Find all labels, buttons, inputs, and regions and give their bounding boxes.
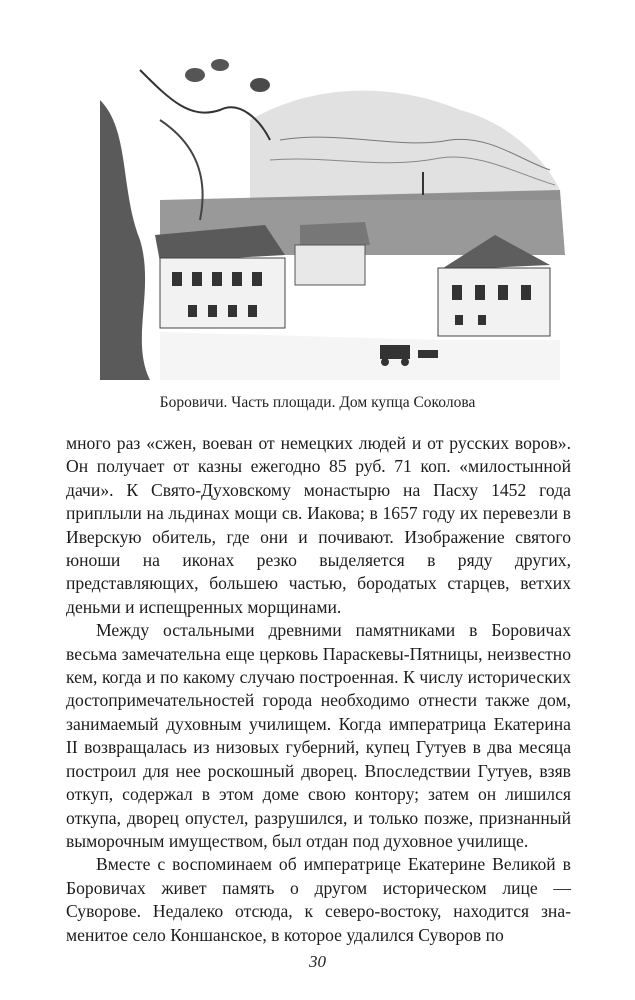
illustration-caption: Боровичи. Часть площади. Дом купца Соколова — [159, 394, 476, 411]
body-text — [66, 432, 571, 947]
paragraph-3: Вместе с воспоминаем об императрице Екатерине Великой в Боровичах живет память о другом историческом лице — Суворове. Недалеко отсюда, к северо-востоку, находится знаменитое село Коншанское, в которое удалился Суворов по — [66, 854, 571, 945]
town-square-engraving — [100, 40, 570, 380]
engraving-illustration — [100, 40, 570, 380]
paragraph-1: много раз «сжен, воеван от немецких людей и от русских воров». Он получает от казны ежегодно 85 руб. 71 коп. «милостынной дачи». К Свято-Духовскому монастырю на Пасху 1452 года приплыли на льдинах мощи св. Иакова; в 1657 году их перевезли в Иверскую обитель, где они и почивают. Изображение святого юноши на иконах резко выделяется в ряду других, представляющих, большею частью, бородатых старцев, ветхих деньми и испещренных морщинами. — [66, 433, 571, 617]
page-number: 30 — [309, 952, 326, 971]
paragraph-2: Между остальными древними памятниками в Боровичах весьма замечательна еще церковь Параскевы-Пятницы, неизвестно кем, когда и по какому случаю построенная. К числу исторических достопримечательностей города необходимо отнести также дом, занимаемый духовным училищем. Когда императрица Екатерина II возвращалась из низовых губерний, купец Гутуев в два месяца построил для нее роскошный дворец. Впоследствии Гутуев, взяв откуп, содержал в этом доме свою контору; затем он лишился откупа, дворец опустел, разрушился, и только позже, признанный выморочным имуществом, был отдан под духовное училище. — [66, 620, 571, 851]
